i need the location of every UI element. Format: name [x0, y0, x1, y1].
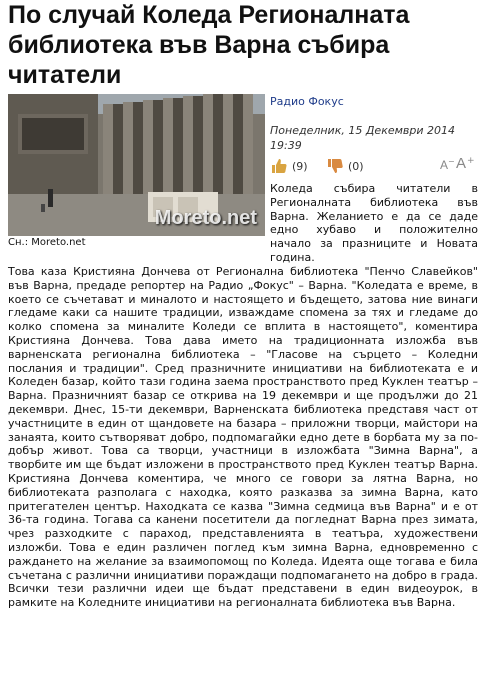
font-decrease-icon[interactable]: A: [440, 158, 449, 172]
dislike-count: (0): [348, 160, 364, 173]
article-photo[interactable]: [8, 94, 265, 236]
thumbs-down-icon[interactable]: [326, 157, 344, 178]
photo-watermark: Moreto.net: [154, 207, 257, 229]
font-increase-sign: +: [467, 156, 475, 166]
article-title: По случай Коледа Регионалната библиотека във Варна събира читатели: [8, 1, 410, 89]
publish-date: Понеделник, 15 Декември 2014 19:39: [270, 124, 456, 152]
source-link[interactable]: Радио Фокус: [270, 95, 344, 108]
article-body: Това каза Кристияна Дончева от Регионална библиотека "Пенчо Славейков" във Варна, предаде репортер на Радио „Фокус" – Варна. "Коледата е време, в което се съчетават и миналото и настоящето и бъдещето, затова ние винаги гледаме каки са нашите традиции, изваждаме спомена за тях и гледаме до колко спомена за миналите Коледи се вплита в настоящето", коментира Кристияна Дончева. Това дава името на традиционната изложба във варненската регионална библиотека – "Гласове на сърцето – Коледни послания и традиции". Сред празничните инициативи на библиотеката е и Коледен базар, който тази година заема пространството пред Куклен театър – Варна. Празничният базар се открива на 19 декември и ще продължи до 21 декември. Днес, 15-ти декември, Варненската библиотека представя част от участниците в един от щандовете на базара – приложни творци, майстори на занаята, които сътворяват добро, подпомагайки едно дете в борбата му за по-добър живот. Това са творци, участници в изложбата "Зимна Варна", а творбите им ще бъдат изложени в пространството пред Куклен театър Варна. Кристияна Дончева коментира, че много се говори за лятна Варна, но библиотеката разполага с находка, която разказва за зимна Варна, като притегателен център. Находката се казва "Зимна седмица във Варна" и е от 36-та година. Тогава са канени посетители да погледнат Варна през зимата, чрез разходките с параход, представленията в театъра, художествени изложби. Това е един различен поглед към зимна Варна, едновременно с раждането на желание за взаимопомощ по Коледа. Идеята още тогава е била съчетана с различни инициативи пораждащи подпомагането на добро в града. Всички тези различни идеи ще бъдат представени в един видеоурок, в рамките на Коледните инициативи на регионалната библиотека във Варна.: [8, 265, 478, 610]
font-decrease-sign: −: [448, 157, 455, 166]
article-meta: [270, 94, 478, 177]
thumbs-up-icon[interactable]: [270, 157, 288, 178]
photo-caption: Сн.: Moreto.net: [8, 237, 86, 248]
rating-bar: [270, 157, 478, 177]
like-count: (9): [292, 160, 308, 173]
font-increase-icon[interactable]: A: [456, 155, 467, 172]
article-lead: Коледа събира читатели в Регионалната библиотека във Варна. Желанието е да се даде едно хубаво и положително начало за празниците и Новата година.: [270, 182, 478, 264]
